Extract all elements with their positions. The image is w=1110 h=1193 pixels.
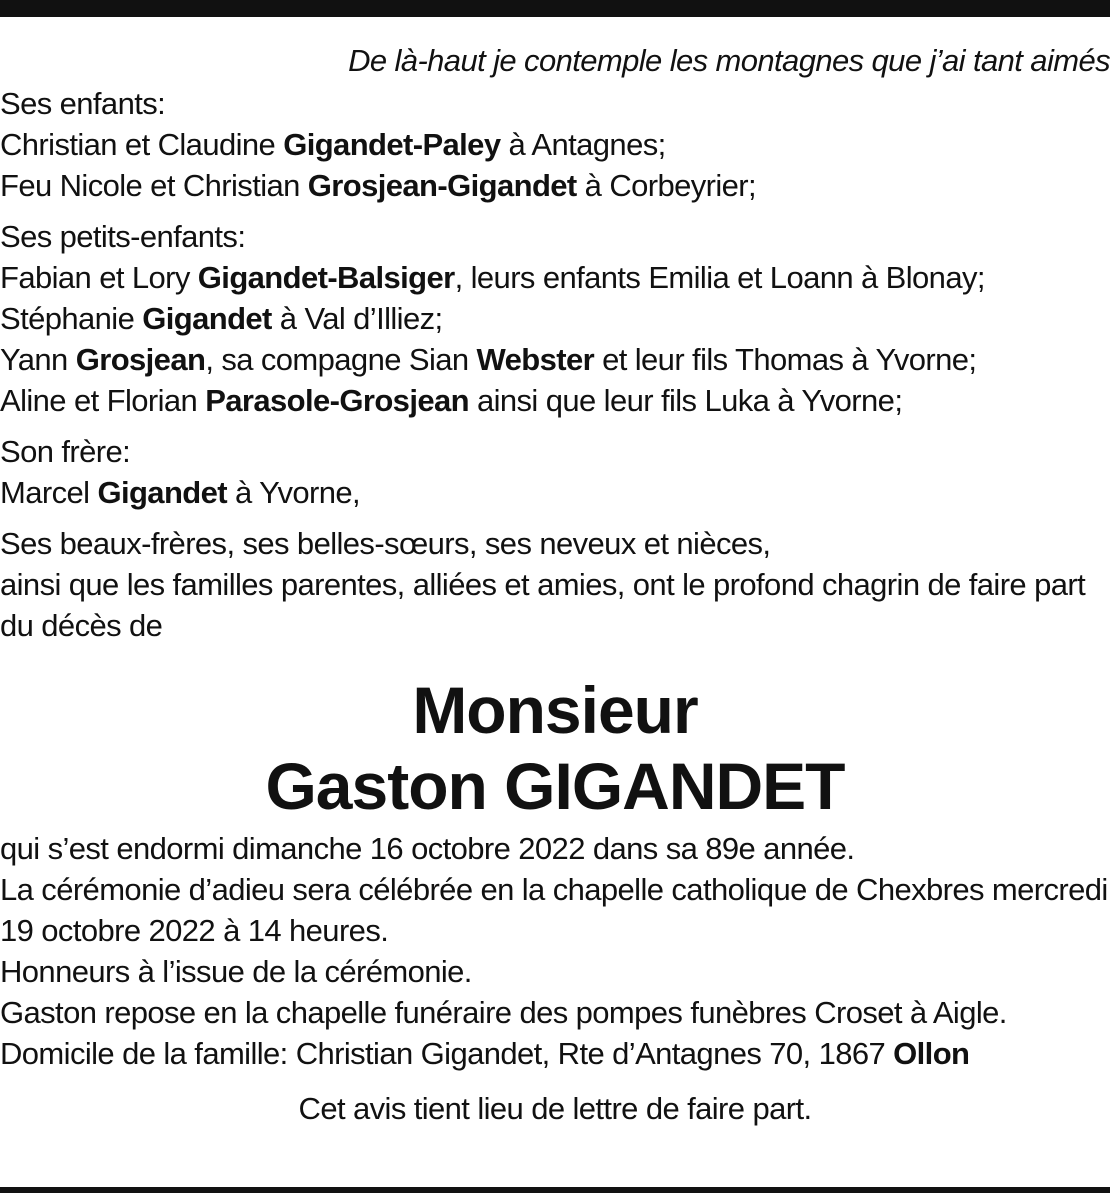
text: à Yvorne, (226, 475, 361, 510)
family-line-1: Ses beaux-frères, ses belles-sœurs, ses neveux et nièces, (0, 526, 771, 561)
closing-note: Cet avis tient lieu de lettre de faire part. (298, 1091, 812, 1126)
text: Aline et Florian (0, 383, 206, 418)
deceased-name: Gaston GIGANDET (265, 749, 845, 823)
brother-heading: Son frère: (0, 434, 131, 469)
text: Fabian et Lory (0, 260, 198, 295)
children-line-1 (0, 124, 1110, 165)
top-rule (0, 0, 1110, 17)
family-name: Gigandet (97, 475, 227, 510)
text: et leur fils Thomas à Yvorne; (594, 342, 977, 377)
family-section (0, 523, 1110, 646)
details-line-1: qui s’est endormi dimanche 16 octobre 2022 dans sa 89e année. (0, 831, 855, 866)
text: à Antagnes; (500, 127, 666, 162)
grandchildren-line-1 (0, 257, 1110, 298)
children-heading: Ses enfants: (0, 86, 166, 121)
details-line-3: Honneurs à l’issue de la cérémonie. (0, 954, 472, 989)
brother-section (0, 431, 1110, 513)
text: , leurs enfants Emilia et Loann à Blonay; (454, 260, 985, 295)
epigraph: De là-haut je contemple les montagnes que j’ai tant aimés (348, 43, 1110, 78)
grandchildren-line-2 (0, 298, 1110, 339)
details-line-2: La cérémonie d’adieu sera célébrée en la chapelle catholique de Chexbres mercredi 19 octobre 2022 à 14 heures. (0, 872, 1108, 948)
family-name: Webster (476, 342, 595, 377)
family-line-2: ainsi que les familles parentes, alliées et amies, ont le profond chagrin de faire part du décès de (0, 567, 1086, 643)
text: Yann (0, 342, 76, 377)
details-line-5 (0, 1033, 1110, 1074)
grandchildren-line-4 (0, 380, 1110, 421)
family-name: Parasole-Grosjean (205, 383, 469, 418)
grandchildren-section (0, 216, 1110, 421)
text: Marcel (0, 475, 98, 510)
place-name: Ollon (893, 1036, 970, 1071)
family-name: Gigandet-Paley (283, 127, 501, 162)
text: , sa compagne Sian (205, 342, 477, 377)
text: Christian et Claudine (0, 127, 284, 162)
text: Domicile de la famille: Christian Gigandet, Rte d’Antagnes 70, 1867 (0, 1036, 894, 1071)
family-name: Gigandet (142, 301, 272, 336)
text: ainsi que leur fils Luka à Yvorne; (468, 383, 903, 418)
details-line-4: Gaston repose en la chapelle funéraire des pompes funèbres Croset à Aigle. (0, 995, 1007, 1030)
text: Feu Nicole et Christian (0, 168, 308, 203)
brother-line-1 (0, 472, 1110, 513)
obituary-notice (0, 40, 1110, 1129)
details-section (0, 828, 1110, 1074)
bottom-rule (0, 1187, 1110, 1193)
grandchildren-line-3 (0, 339, 1110, 380)
grandchildren-heading: Ses petits-enfants: (0, 219, 246, 254)
family-name: Gigandet-Balsiger (197, 260, 455, 295)
children-section (0, 83, 1110, 206)
text: Stéphanie (0, 301, 143, 336)
family-name: Grosjean-Gigandet (307, 168, 577, 203)
text: à Corbeyrier; (576, 168, 757, 203)
deceased-heading (0, 672, 1110, 824)
children-line-2 (0, 165, 1110, 206)
deceased-title: Monsieur (412, 673, 698, 747)
text: à Val d’Illiez; (271, 301, 443, 336)
family-name: Grosjean (75, 342, 206, 377)
